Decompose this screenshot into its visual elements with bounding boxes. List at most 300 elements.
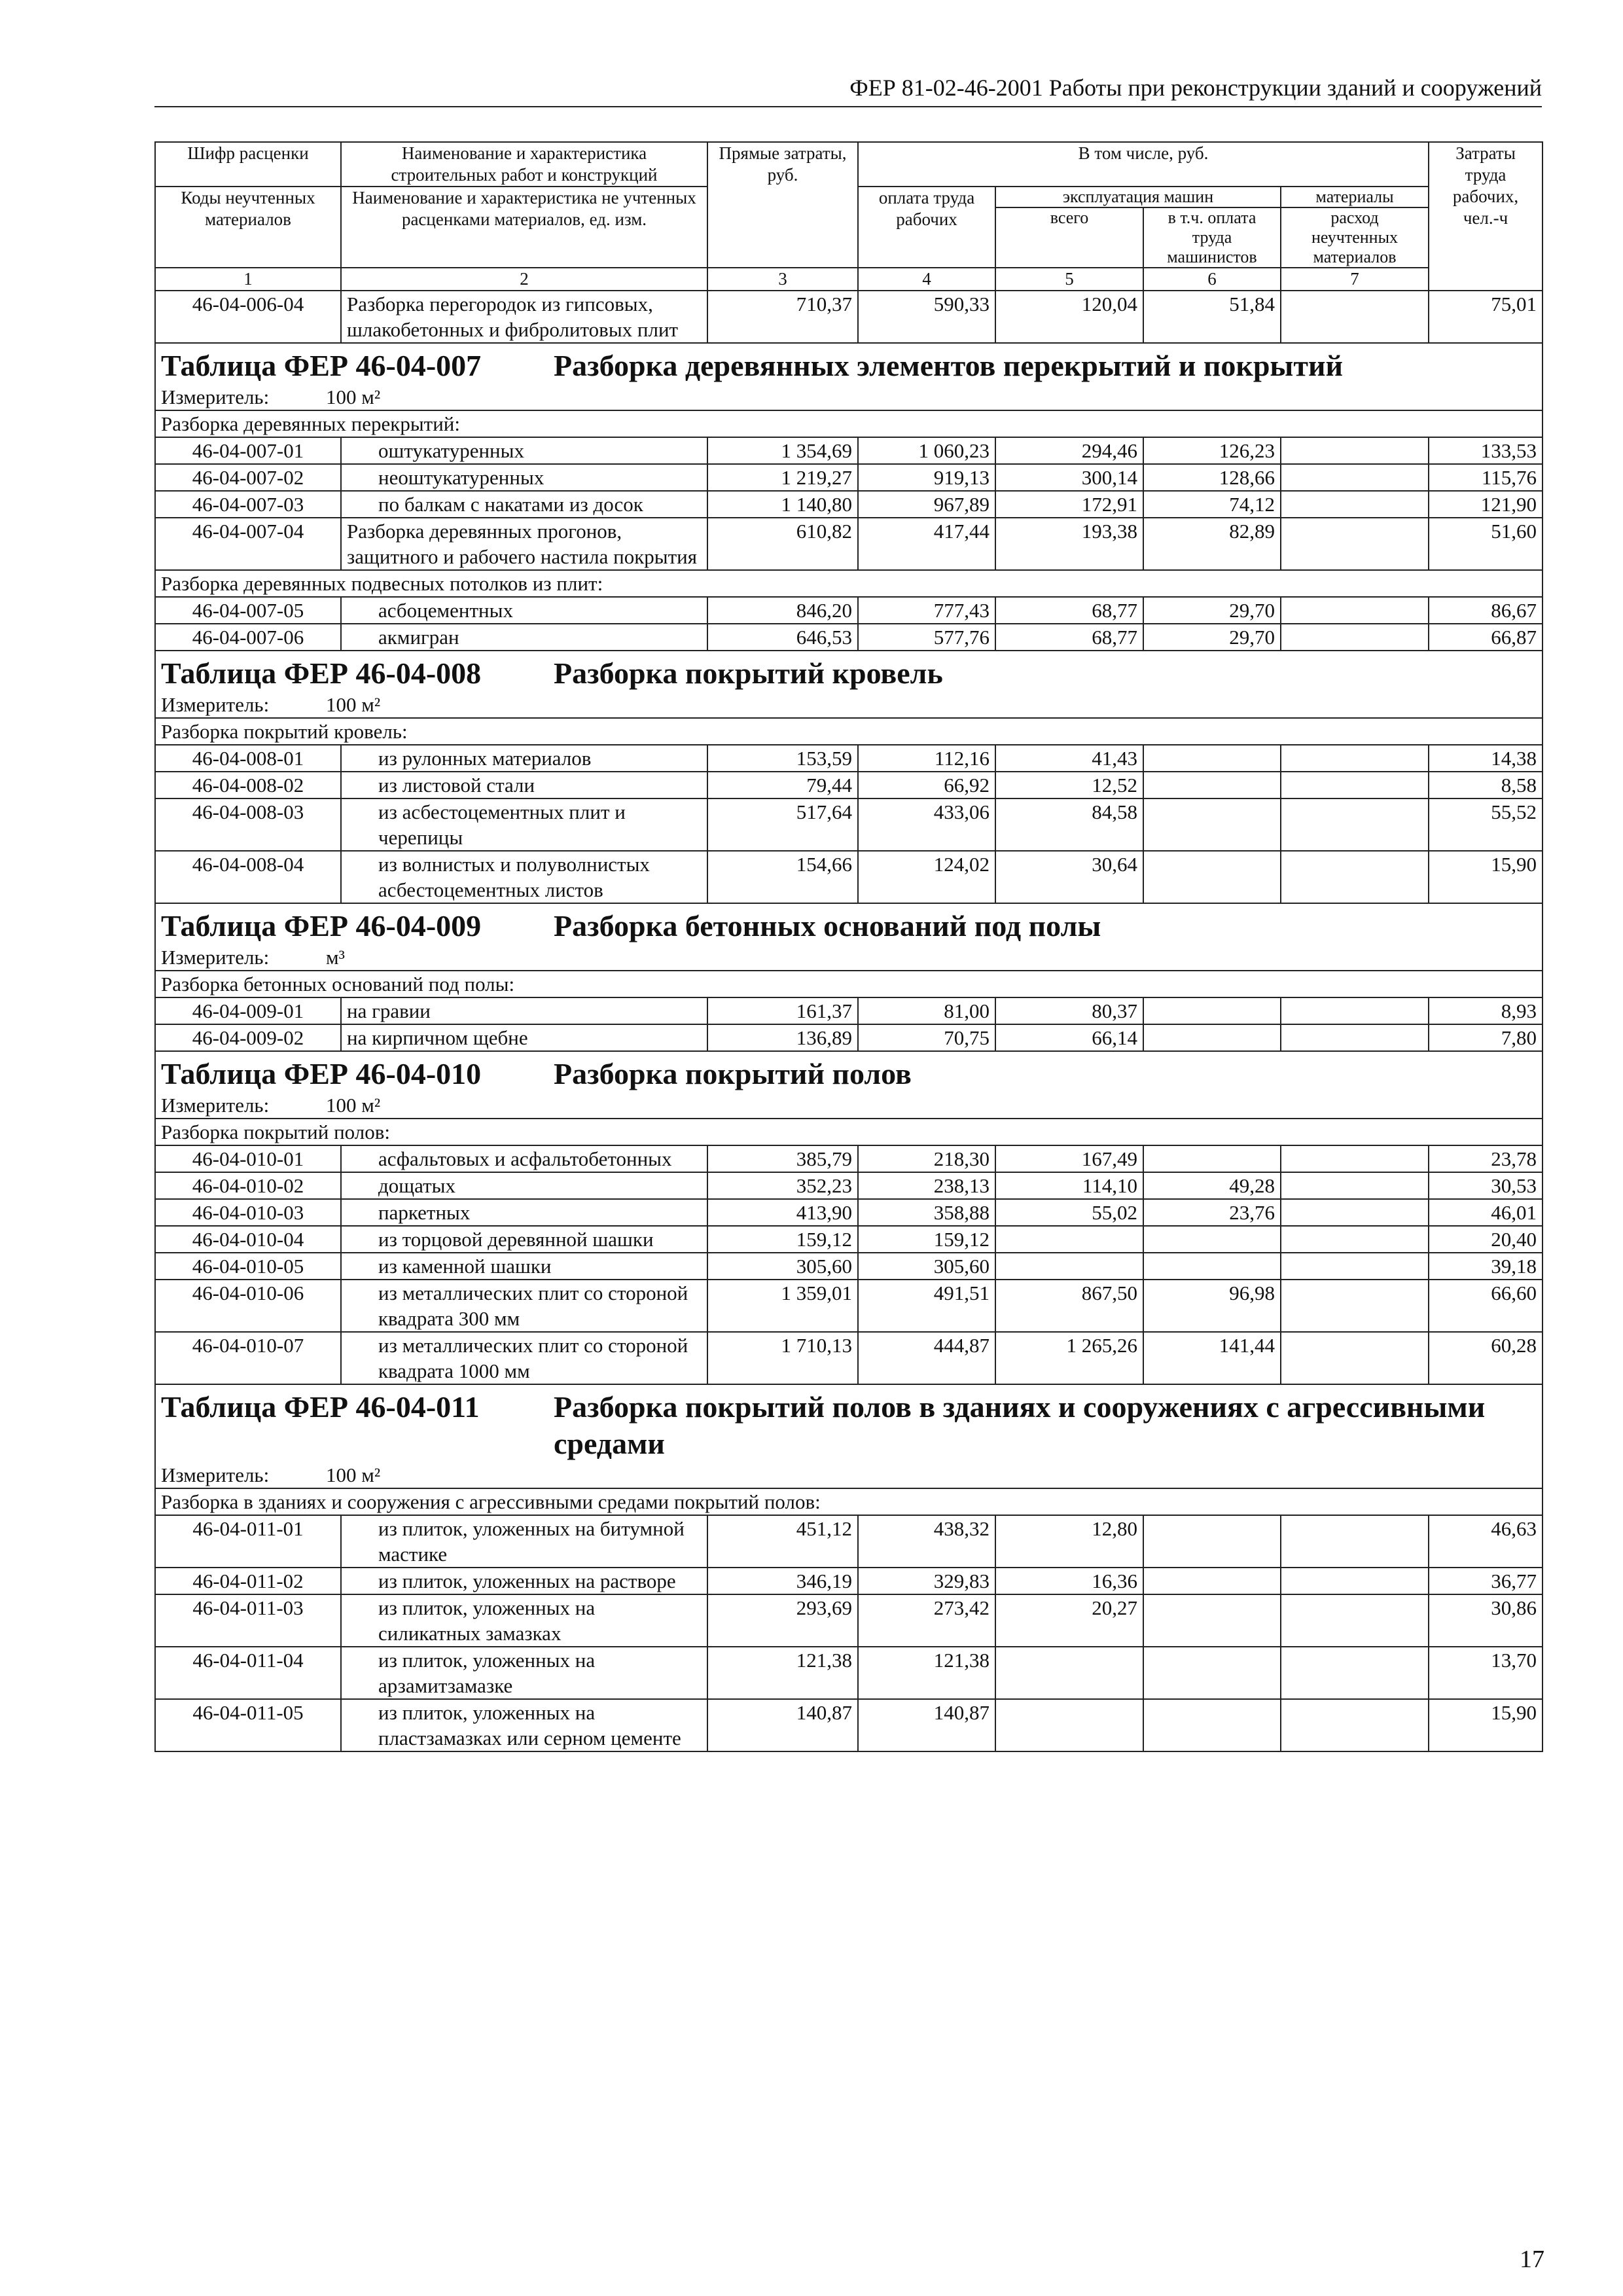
table-row — [155, 1647, 1543, 1699]
table-title-wrap — [161, 908, 1535, 944]
labor-pay: 777,43 — [858, 597, 995, 624]
meter-unit: 100 м² — [326, 1463, 381, 1486]
machine-cost: 300,14 — [995, 464, 1143, 491]
labor-pay: 438,32 — [858, 1515, 995, 1568]
labor-hours: 20,40 — [1429, 1226, 1543, 1253]
labor-pay: 444,87 — [858, 1332, 995, 1384]
labor-hours: 66,60 — [1429, 1280, 1543, 1332]
column-number: 2 — [341, 268, 707, 291]
rate-name: на кирпичном щебне — [341, 1024, 707, 1051]
materials — [1281, 464, 1429, 491]
header-unaccounted-codes: Коды неучтенных материалов — [155, 187, 341, 268]
labor-pay: 919,13 — [858, 464, 995, 491]
rate-name: из плиток, уложенных на арзамитзамазке — [341, 1647, 707, 1699]
meter-label: Измеритель: — [161, 946, 270, 969]
column-number: 1 — [155, 268, 341, 291]
materials — [1281, 798, 1429, 851]
meter — [155, 1462, 1543, 1488]
direct-cost: 1 710,13 — [707, 1332, 858, 1384]
machine-cost: 12,52 — [995, 772, 1143, 798]
labor-pay: 590,33 — [858, 291, 995, 343]
materials — [1281, 1699, 1429, 1751]
meter — [155, 384, 1543, 410]
table-row — [155, 1280, 1543, 1332]
group-row — [155, 718, 1543, 745]
labor-hours: 8,93 — [1429, 997, 1543, 1024]
rate-code: 46-04-011-03 — [155, 1594, 341, 1647]
direct-cost: 305,60 — [707, 1253, 858, 1280]
machinist-pay — [1143, 772, 1281, 798]
machinist-pay: 51,84 — [1143, 291, 1281, 343]
meter-unit: м³ — [326, 946, 345, 969]
table-title-row — [155, 651, 1543, 692]
table-row — [155, 1172, 1543, 1199]
machine-cost: 80,37 — [995, 997, 1143, 1024]
machine-cost: 20,27 — [995, 1594, 1143, 1647]
labor-pay: 124,02 — [858, 851, 995, 903]
rate-code: 46-04-010-06 — [155, 1280, 341, 1332]
table-row — [155, 437, 1543, 464]
materials — [1281, 518, 1429, 570]
table-row — [155, 1253, 1543, 1280]
group-title: Разборка в зданиях и сооружения с агрессивными средами покрытий полов: — [155, 1488, 1543, 1515]
table-title — [155, 1384, 1543, 1462]
labor-pay: 140,87 — [858, 1699, 995, 1751]
labor-pay: 358,88 — [858, 1199, 995, 1226]
meter-row — [155, 692, 1543, 718]
rate-code: 46-04-010-01 — [155, 1145, 341, 1172]
labor-pay: 491,51 — [858, 1280, 995, 1332]
table-row — [155, 624, 1543, 651]
table-name: Разборка покрытий полов в зданиях и сооружениях с агрессивными средами — [554, 1390, 1486, 1460]
materials — [1281, 1515, 1429, 1568]
header-code: Шифр расценки — [155, 142, 341, 187]
rate-name: из волнистых и полуволнистых асбестоцементных листов — [341, 851, 707, 903]
machinist-pay: 141,44 — [1143, 1332, 1281, 1384]
materials — [1281, 1024, 1429, 1051]
table-code: Таблица ФЕР 46-04-009 — [161, 909, 482, 942]
meter-row — [155, 1462, 1543, 1488]
labor-hours: 8,58 — [1429, 772, 1543, 798]
materials — [1281, 745, 1429, 772]
rate-code: 46-04-011-04 — [155, 1647, 341, 1699]
labor-pay: 159,12 — [858, 1226, 995, 1253]
table-title-row — [155, 1051, 1543, 1092]
rate-code: 46-04-007-01 — [155, 437, 341, 464]
table-title — [155, 903, 1543, 944]
table-title — [155, 651, 1543, 692]
rate-code: 46-04-008-02 — [155, 772, 341, 798]
table-code: Таблица ФЕР 46-04-011 — [161, 1390, 480, 1424]
labor-hours: 30,86 — [1429, 1594, 1543, 1647]
group-title: Разборка деревянных подвесных потолков из плит: — [155, 570, 1543, 597]
meter-label: Измеритель: — [161, 1463, 270, 1486]
direct-cost: 413,90 — [707, 1199, 858, 1226]
direct-cost: 1 354,69 — [707, 437, 858, 464]
direct-cost: 1 359,01 — [707, 1280, 858, 1332]
rate-code: 46-04-011-05 — [155, 1699, 341, 1751]
machine-cost: 172,91 — [995, 491, 1143, 518]
machinist-pay — [1143, 1226, 1281, 1253]
group-title: Разборка покрытий кровель: — [155, 718, 1543, 745]
column-number: 4 — [858, 268, 995, 291]
labor-pay: 218,30 — [858, 1145, 995, 1172]
rate-name: из каменной шашки — [341, 1253, 707, 1280]
column-number: 5 — [995, 268, 1143, 291]
machinist-pay: 29,70 — [1143, 624, 1281, 651]
direct-cost: 385,79 — [707, 1145, 858, 1172]
labor-hours: 46,01 — [1429, 1199, 1543, 1226]
table-row — [155, 1699, 1543, 1751]
materials — [1281, 1568, 1429, 1594]
rate-code: 46-04-007-04 — [155, 518, 341, 570]
meter-label: Измеритель: — [161, 1094, 270, 1117]
machine-cost — [995, 1647, 1143, 1699]
rate-code: 46-04-010-03 — [155, 1199, 341, 1226]
machine-cost — [995, 1253, 1143, 1280]
machine-cost: 16,36 — [995, 1568, 1143, 1594]
group-row — [155, 570, 1543, 597]
labor-pay: 329,83 — [858, 1568, 995, 1594]
direct-cost: 1 140,80 — [707, 491, 858, 518]
header-unaccounted-names: Наименование и характеристика не учтенных расценками материалов, ед. изм. — [341, 187, 707, 268]
meter — [155, 944, 1543, 971]
labor-pay: 112,16 — [858, 745, 995, 772]
rate-name: акмигран — [341, 624, 707, 651]
materials — [1281, 624, 1429, 651]
table-row — [155, 1568, 1543, 1594]
rate-name: паркетных — [341, 1199, 707, 1226]
rate-name: неоштукатуренных — [341, 464, 707, 491]
rate-name: из плиток, уложенных на растворе — [341, 1568, 707, 1594]
machinist-pay — [1143, 1594, 1281, 1647]
machine-cost: 167,49 — [995, 1145, 1143, 1172]
labor-hours: 36,77 — [1429, 1568, 1543, 1594]
group-row — [155, 971, 1543, 997]
rate-code: 46-04-010-04 — [155, 1226, 341, 1253]
group-title: Разборка покрытий полов: — [155, 1119, 1543, 1145]
labor-hours: 23,78 — [1429, 1145, 1543, 1172]
column-number: 3 — [707, 268, 858, 291]
machine-cost: 114,10 — [995, 1172, 1143, 1199]
machinist-pay: 29,70 — [1143, 597, 1281, 624]
header-machines-labor: в т.ч. оплата труда машинистов — [1143, 207, 1281, 268]
header-direct: Прямые затраты, руб. — [707, 142, 858, 268]
meter-row — [155, 944, 1543, 971]
table-title-row — [155, 1384, 1543, 1462]
table-row — [155, 745, 1543, 772]
table-title-row — [155, 343, 1543, 384]
group-row — [155, 1488, 1543, 1515]
header-materials-unaccounted: расход неучтенных материалов — [1281, 207, 1429, 268]
page-number: 17 — [1520, 2246, 1544, 2273]
direct-cost: 79,44 — [707, 772, 858, 798]
column-number: 7 — [1281, 268, 1429, 291]
direct-cost: 161,37 — [707, 997, 858, 1024]
direct-cost: 517,64 — [707, 798, 858, 851]
machinist-pay — [1143, 1699, 1281, 1751]
labor-pay: 1 060,23 — [858, 437, 995, 464]
column-numbers-row — [155, 268, 1543, 291]
table-code: Таблица ФЕР 46-04-007 — [161, 349, 482, 382]
group-row — [155, 410, 1543, 437]
labor-hours: 86,67 — [1429, 597, 1543, 624]
meter-row — [155, 384, 1543, 410]
machinist-pay — [1143, 1253, 1281, 1280]
machine-cost: 55,02 — [995, 1199, 1143, 1226]
machinist-pay: 74,12 — [1143, 491, 1281, 518]
materials — [1281, 597, 1429, 624]
direct-cost: 136,89 — [707, 1024, 858, 1051]
table-row — [155, 291, 1543, 343]
materials — [1281, 1172, 1429, 1199]
materials — [1281, 1280, 1429, 1332]
table-title-wrap — [161, 1056, 1535, 1092]
header-machines: эксплуатация машин — [995, 187, 1281, 207]
table-row — [155, 597, 1543, 624]
labor-hours: 13,70 — [1429, 1647, 1543, 1699]
header-machines-total: всего — [995, 207, 1143, 268]
machine-cost — [995, 1226, 1143, 1253]
machinist-pay — [1143, 1024, 1281, 1051]
rate-name: из плиток, уложенных на пластзамазках или серном цементе — [341, 1699, 707, 1751]
machine-cost: 1 265,26 — [995, 1332, 1143, 1384]
machinist-pay: 23,76 — [1143, 1199, 1281, 1226]
rate-code: 46-04-007-05 — [155, 597, 341, 624]
machine-cost: 68,77 — [995, 597, 1143, 624]
labor-pay: 273,42 — [858, 1594, 995, 1647]
materials — [1281, 291, 1429, 343]
machine-cost: 120,04 — [995, 291, 1143, 343]
meter — [155, 692, 1543, 718]
table-title — [155, 1051, 1543, 1092]
labor-hours: 55,52 — [1429, 798, 1543, 851]
meter-row — [155, 1092, 1543, 1119]
header-labor-pay: оплата труда рабочих — [858, 187, 995, 268]
rate-name: из плиток, уложенных на силикатных замазках — [341, 1594, 707, 1647]
table-row — [155, 1145, 1543, 1172]
direct-cost: 352,23 — [707, 1172, 858, 1199]
labor-hours: 15,90 — [1429, 851, 1543, 903]
labor-pay: 967,89 — [858, 491, 995, 518]
table-row — [155, 851, 1543, 903]
rate-code: 46-04-007-06 — [155, 624, 341, 651]
rate-name: Разборка деревянных прогонов, защитного и рабочего настила покрытия — [341, 518, 707, 570]
machine-cost: 84,58 — [995, 798, 1143, 851]
table-row — [155, 997, 1543, 1024]
labor-hours: 121,90 — [1429, 491, 1543, 518]
materials — [1281, 997, 1429, 1024]
labor-hours: 60,28 — [1429, 1332, 1543, 1384]
machine-cost: 68,77 — [995, 624, 1143, 651]
labor-hours: 133,53 — [1429, 437, 1543, 464]
table-row — [155, 518, 1543, 570]
labor-pay: 238,13 — [858, 1172, 995, 1199]
column-number: 6 — [1143, 268, 1281, 291]
labor-pay: 66,92 — [858, 772, 995, 798]
meter-label: Измеритель: — [161, 693, 270, 716]
table-title-wrap — [161, 348, 1535, 384]
labor-pay: 577,76 — [858, 624, 995, 651]
materials — [1281, 1332, 1429, 1384]
header-including: В том числе, руб. — [858, 142, 1429, 187]
labor-hours: 39,18 — [1429, 1253, 1543, 1280]
machinist-pay: 126,23 — [1143, 437, 1281, 464]
machine-cost — [995, 1699, 1143, 1751]
rate-name: на гравии — [341, 997, 707, 1024]
machinist-pay — [1143, 1647, 1281, 1699]
direct-cost: 710,37 — [707, 291, 858, 343]
table-row — [155, 1199, 1543, 1226]
materials — [1281, 491, 1429, 518]
rate-code: 46-04-011-01 — [155, 1515, 341, 1568]
page-header: ФЕР 81-02-46-2001 Работы при реконструкции зданий и сооружений — [154, 73, 1542, 107]
table-code: Таблица ФЕР 46-04-010 — [161, 1057, 482, 1090]
labor-pay: 81,00 — [858, 997, 995, 1024]
labor-hours: 46,63 — [1429, 1515, 1543, 1568]
machine-cost: 30,64 — [995, 851, 1143, 903]
machinist-pay — [1143, 1515, 1281, 1568]
rate-name: из рулонных материалов — [341, 745, 707, 772]
rate-name: из листовой стали — [341, 772, 707, 798]
rate-code: 46-04-010-07 — [155, 1332, 341, 1384]
direct-cost: 646,53 — [707, 624, 858, 651]
meter — [155, 1092, 1543, 1119]
rate-code: 46-04-007-03 — [155, 491, 341, 518]
machine-cost: 41,43 — [995, 745, 1143, 772]
table-name: Разборка покрытий кровель — [554, 656, 943, 690]
labor-hours: 66,87 — [1429, 624, 1543, 651]
table-row — [155, 798, 1543, 851]
rate-code: 46-04-008-04 — [155, 851, 341, 903]
header-labor: Затраты труда рабочих, чел.-ч — [1429, 142, 1543, 291]
direct-cost: 1 219,27 — [707, 464, 858, 491]
labor-hours: 14,38 — [1429, 745, 1543, 772]
labor-pay: 417,44 — [858, 518, 995, 570]
labor-hours: 30,53 — [1429, 1172, 1543, 1199]
group-row — [155, 1119, 1543, 1145]
table-name: Разборка бетонных оснований под полы — [554, 909, 1101, 942]
table-title-wrap — [161, 655, 1535, 692]
rate-code: 46-04-009-01 — [155, 997, 341, 1024]
materials — [1281, 1145, 1429, 1172]
rate-name: из металлических плит со стороной квадрата 1000 мм — [341, 1332, 707, 1384]
rate-code: 46-04-011-02 — [155, 1568, 341, 1594]
rate-name: оштукатуренных — [341, 437, 707, 464]
table-code: Таблица ФЕР 46-04-008 — [161, 656, 482, 690]
rates-table — [154, 141, 1543, 1752]
machinist-pay: 49,28 — [1143, 1172, 1281, 1199]
table-row — [155, 1332, 1543, 1384]
meter-label: Измеритель: — [161, 386, 270, 408]
rate-code: 46-04-006-04 — [155, 291, 341, 343]
rate-name: асфальтовых и асфальтобетонных — [341, 1145, 707, 1172]
materials — [1281, 772, 1429, 798]
table-row — [155, 464, 1543, 491]
rate-code: 46-04-007-02 — [155, 464, 341, 491]
direct-cost: 154,66 — [707, 851, 858, 903]
labor-hours: 51,60 — [1429, 518, 1543, 570]
labor-hours: 15,90 — [1429, 1699, 1543, 1751]
direct-cost: 159,12 — [707, 1226, 858, 1253]
direct-cost: 121,38 — [707, 1647, 858, 1699]
machine-cost: 12,80 — [995, 1515, 1143, 1568]
labor-hours: 7,80 — [1429, 1024, 1543, 1051]
machinist-pay — [1143, 798, 1281, 851]
table-name: Разборка деревянных элементов перекрытий и покрытий — [554, 349, 1343, 382]
machine-cost: 66,14 — [995, 1024, 1143, 1051]
rate-name: из плиток, уложенных на битумной мастике — [341, 1515, 707, 1568]
machinist-pay — [1143, 1145, 1281, 1172]
rate-code: 46-04-010-02 — [155, 1172, 341, 1199]
rate-name: асбоцементных — [341, 597, 707, 624]
rate-name: по балкам с накатами из досок — [341, 491, 707, 518]
table-title-row — [155, 903, 1543, 944]
materials — [1281, 1199, 1429, 1226]
rate-name: дощатых — [341, 1172, 707, 1199]
labor-hours: 75,01 — [1429, 291, 1543, 343]
table-row — [155, 491, 1543, 518]
header-name: Наименование и характеристика строительных работ и конструкций — [341, 142, 707, 187]
table-row — [155, 1226, 1543, 1253]
meter-unit: 100 м² — [326, 386, 381, 408]
labor-hours: 115,76 — [1429, 464, 1543, 491]
direct-cost: 451,12 — [707, 1515, 858, 1568]
machinist-pay: 128,66 — [1143, 464, 1281, 491]
direct-cost: 346,19 — [707, 1568, 858, 1594]
rate-name: Разборка перегородок из гипсовых, шлакобетонных и фибролитовых плит — [341, 291, 707, 343]
machinist-pay — [1143, 745, 1281, 772]
table-row — [155, 1515, 1543, 1568]
direct-cost: 293,69 — [707, 1594, 858, 1647]
meter-unit: 100 м² — [326, 1094, 381, 1117]
rate-code: 46-04-008-01 — [155, 745, 341, 772]
rate-code: 46-04-009-02 — [155, 1024, 341, 1051]
table-row — [155, 772, 1543, 798]
labor-pay: 305,60 — [858, 1253, 995, 1280]
table-row — [155, 1594, 1543, 1647]
table-title — [155, 343, 1543, 384]
table-name: Разборка покрытий полов — [554, 1057, 912, 1090]
machinist-pay — [1143, 997, 1281, 1024]
machine-cost: 294,46 — [995, 437, 1143, 464]
machine-cost: 867,50 — [995, 1280, 1143, 1332]
machinist-pay: 96,98 — [1143, 1280, 1281, 1332]
materials — [1281, 1647, 1429, 1699]
rate-name: из торцовой деревянной шашки — [341, 1226, 707, 1253]
rate-code: 46-04-008-03 — [155, 798, 341, 851]
rate-name: из асбестоцементных плит и черепицы — [341, 798, 707, 851]
table-title-wrap — [161, 1389, 1535, 1462]
materials — [1281, 1226, 1429, 1253]
direct-cost: 846,20 — [707, 597, 858, 624]
labor-pay: 70,75 — [858, 1024, 995, 1051]
labor-pay: 433,06 — [858, 798, 995, 851]
machinist-pay — [1143, 851, 1281, 903]
direct-cost: 610,82 — [707, 518, 858, 570]
labor-pay: 121,38 — [858, 1647, 995, 1699]
machinist-pay: 82,89 — [1143, 518, 1281, 570]
machine-cost: 193,38 — [995, 518, 1143, 570]
meter-unit: 100 м² — [326, 693, 381, 716]
header-materials: материалы — [1281, 187, 1429, 207]
machinist-pay — [1143, 1568, 1281, 1594]
group-title: Разборка деревянных перекрытий: — [155, 410, 1543, 437]
direct-cost: 140,87 — [707, 1699, 858, 1751]
materials — [1281, 1253, 1429, 1280]
materials — [1281, 437, 1429, 464]
rate-code: 46-04-010-05 — [155, 1253, 341, 1280]
